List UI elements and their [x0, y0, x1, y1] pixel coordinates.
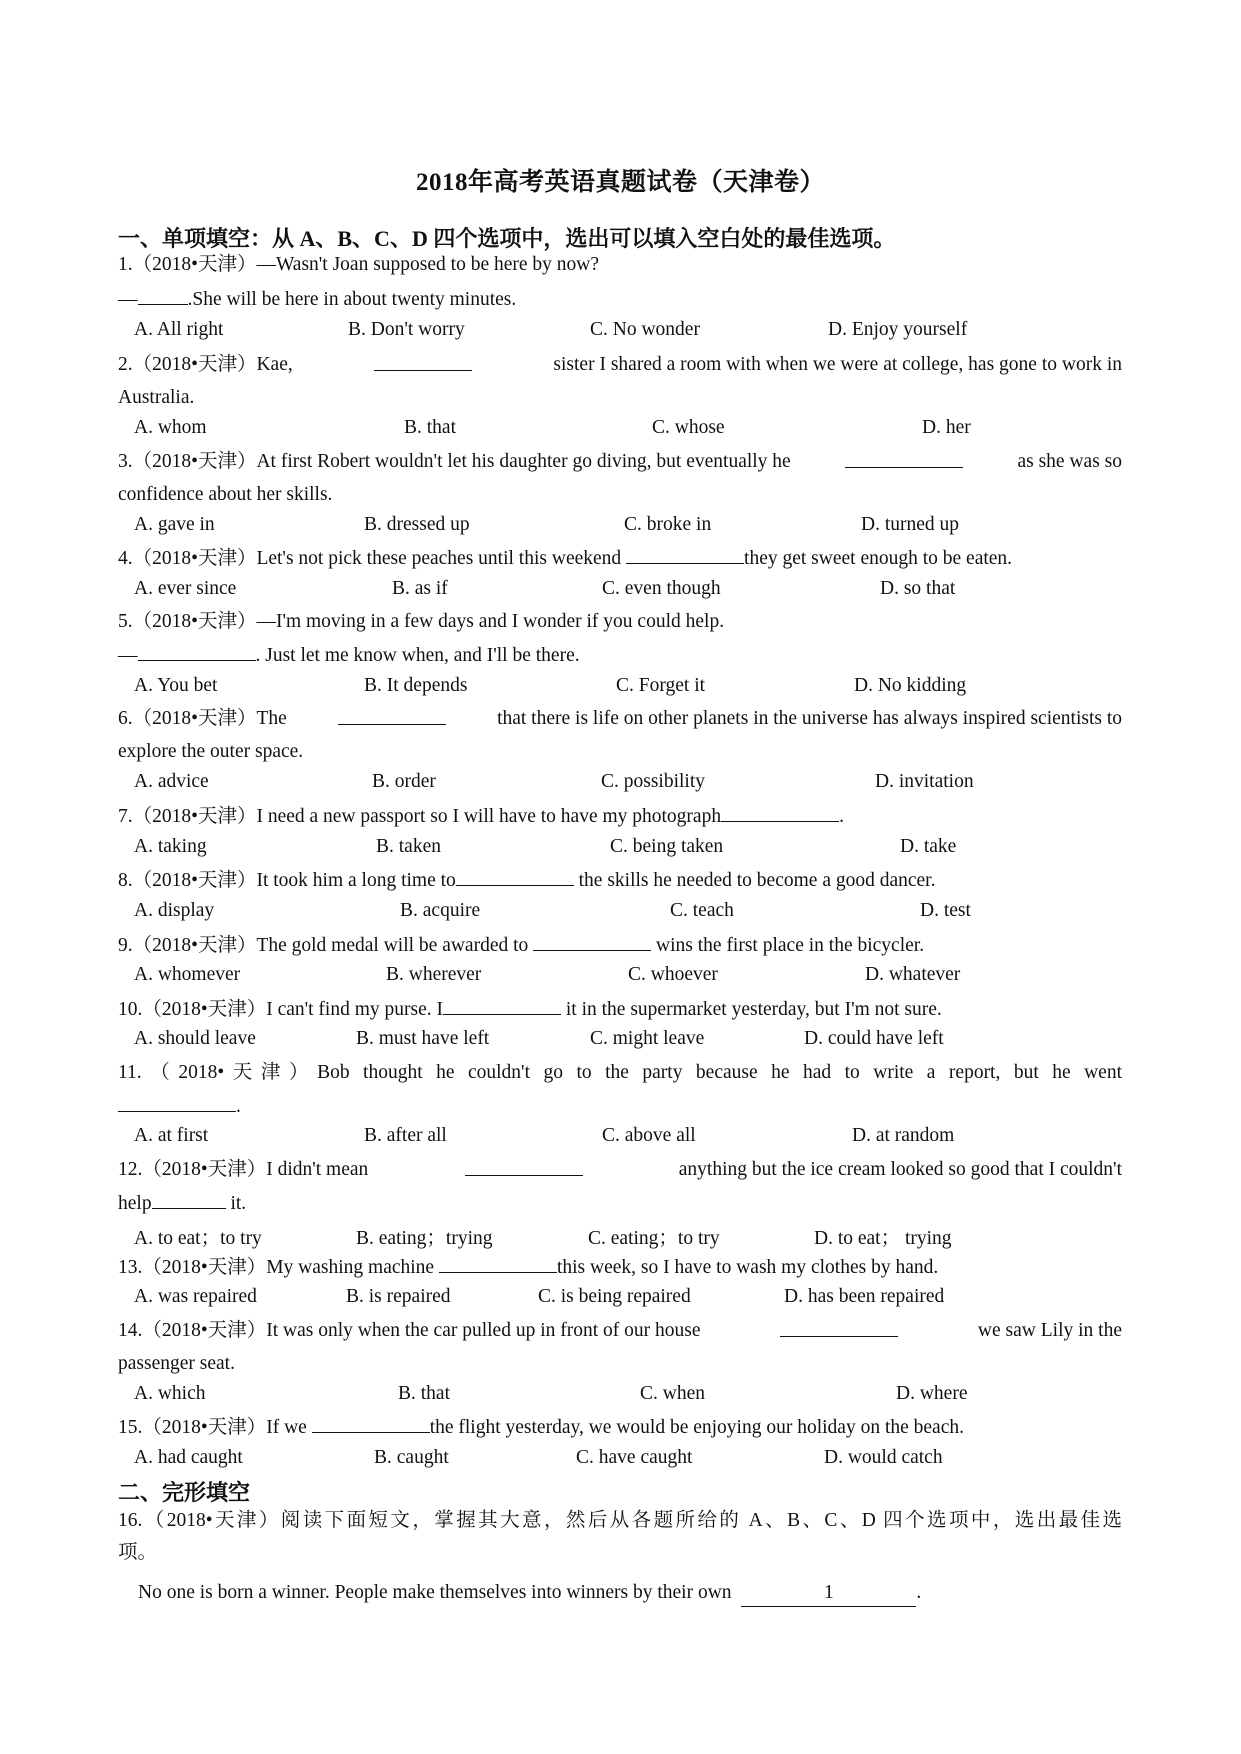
answer-blank — [312, 1414, 430, 1433]
option-b: B. after all — [364, 1125, 447, 1146]
question-11-options — [134, 1125, 1114, 1151]
option-c: C. teach — [670, 900, 734, 921]
question-7-line: 7.（2018•天津）I need a new passport so I will have to have my photograph . — [118, 803, 1122, 830]
question-6-line-2: explore the outer space. — [118, 741, 304, 762]
option-b: B. that — [398, 1383, 450, 1404]
option-d: D. where — [896, 1383, 968, 1404]
question-14-line-2: passenger seat. — [118, 1353, 235, 1374]
question-14-line: 14.（2018•天津）It was only when the car pulled up in front of our house we saw Lily in the — [118, 1320, 1122, 1341]
question-14-options — [134, 1383, 1114, 1409]
question-15-options — [134, 1447, 1114, 1473]
option-b: B. order — [372, 771, 436, 792]
option-c: C. is being repaired — [538, 1286, 691, 1307]
option-b: B. caught — [374, 1447, 449, 1468]
option-c: C. when — [640, 1383, 705, 1404]
option-c: C. have caught — [576, 1447, 693, 1468]
question-1-response: — .She will be here in about twenty minutes. — [118, 286, 1122, 313]
option-a: A. should leave — [134, 1028, 256, 1049]
question-2-line-2: Australia. — [118, 387, 195, 408]
question-6-options — [134, 771, 1114, 797]
question-8-options — [134, 900, 1114, 926]
option-d: D. so that — [880, 578, 956, 599]
question-5-line: 5.（2018•天津）—I'm moving in a few days and I wonder if you could help. — [118, 611, 725, 632]
option-c: C. whoever — [628, 964, 718, 985]
question-3-options — [134, 514, 1114, 540]
answer-blank — [118, 1093, 236, 1112]
option-a: A. advice — [134, 771, 209, 792]
answer-blank — [374, 352, 472, 371]
question-15-line: 15.（2018•天津）If we the flight yesterday, we would be enjoying our holiday on the beach. — [118, 1414, 1122, 1441]
question-8-line: 8.（2018•天津）It took him a long time to the skills he needed to become a good dancer. — [118, 867, 1122, 894]
answer-blank — [626, 545, 744, 564]
option-a: A. whom — [134, 417, 207, 438]
option-a: A. at first — [134, 1125, 209, 1146]
option-d: D. to eat； trying — [814, 1228, 952, 1249]
option-c: C. eating；to try — [588, 1228, 720, 1249]
option-b: B. Don't worry — [348, 319, 465, 340]
option-b: B. is repaired — [346, 1286, 451, 1307]
question-1-options — [134, 319, 1114, 345]
option-d: D. No kidding — [854, 675, 967, 696]
option-d: D. at random — [852, 1125, 955, 1146]
option-d: D. would catch — [824, 1447, 943, 1468]
option-c: C. even though — [602, 578, 721, 599]
question-9-line: 9.（2018•天津）The gold medal will be awarded to wins the first place in the bicycler. — [118, 932, 1122, 959]
answer-blank — [845, 449, 963, 468]
option-b: B. It depends — [364, 675, 468, 696]
option-b: B. that — [404, 417, 456, 438]
answer-blank — [152, 1190, 226, 1209]
answer-blank — [465, 1157, 583, 1176]
question-13-options — [134, 1286, 1114, 1312]
question-7-options — [134, 836, 1114, 862]
option-b: B. must have left — [356, 1028, 490, 1049]
answer-blank — [439, 1254, 557, 1273]
question-6-line: 6.（2018•天津）The that there is life on other planets in the universe has always inspired scientists to — [118, 708, 1122, 729]
question-2-line: 2.（2018•天津）Kae, sister I shared a room with when we were at college, has gone to work in — [118, 354, 1122, 375]
question-11-line: 11.（2018•天津）Bob thought he couldn't go to the party because he had to write a report, but he went — [118, 1062, 1122, 1083]
option-c: C. might leave — [590, 1028, 705, 1049]
option-c: C. whose — [652, 417, 725, 438]
answer-blank — [456, 867, 574, 886]
question-9-options — [134, 964, 1114, 990]
answer-blank — [138, 286, 188, 305]
option-b: B. wherever — [386, 964, 482, 985]
question-12-line-2: help it. — [118, 1190, 1122, 1217]
option-d: D. turned up — [861, 514, 960, 535]
option-a: A. display — [134, 900, 215, 921]
question-13-line: 13.（2018•天津）My washing machine this week, so I have to wash my clothes by hand. — [118, 1254, 1122, 1281]
option-d: D. take — [900, 836, 957, 857]
option-b: B. as if — [392, 578, 448, 599]
answer-blank — [780, 1318, 898, 1337]
question-12-line: 12.（2018•天津）I didn't mean anything but the ice cream looked so good that I couldn't — [118, 1159, 1122, 1180]
option-c: C. above all — [602, 1125, 696, 1146]
section-heading-single-choice: 一、单项填空：从 A、B、C、D 四个选项中，选出可以填入空白处的最佳选项。 — [118, 226, 896, 251]
option-b: B. dressed up — [364, 514, 470, 535]
option-a: A. gave in — [134, 514, 215, 535]
option-a: A. ever since — [134, 578, 237, 599]
option-b: B. acquire — [400, 900, 481, 921]
option-b: B. taken — [376, 836, 441, 857]
question-2-options — [134, 417, 1114, 443]
cloze-blank-1: 1 — [741, 1580, 916, 1607]
question-5-response: — . Just let me know when, and I'll be there. — [118, 642, 1122, 669]
option-c: C. No wonder — [590, 319, 700, 340]
option-c: C. possibility — [601, 771, 706, 792]
option-d: D. whatever — [865, 964, 961, 985]
question-3-line-2: confidence about her skills. — [118, 484, 333, 505]
option-d: D. could have left — [804, 1028, 944, 1049]
answer-blank — [338, 706, 446, 725]
option-a: A. All right — [134, 319, 224, 340]
answer-blank — [138, 642, 256, 661]
option-c: C. being taken — [610, 836, 724, 857]
question-10-options — [134, 1028, 1114, 1054]
question-4-options — [134, 578, 1114, 604]
answer-blank — [533, 932, 651, 951]
question-1-line: 1.（2018•天津）—Wasn't Joan supposed to be here by now? — [118, 254, 600, 275]
page-title: 2018年高考英语真题试卷（天津卷） — [415, 169, 825, 196]
option-d: D. her — [922, 417, 971, 438]
question-4-line: 4.（2018•天津）Let's not pick these peaches until this weekend they get sweet enough to be eaten. — [118, 545, 1122, 572]
question-10-line: 10.（2018•天津）I can't find my purse. I it in the supermarket yesterday, but I'm not sure. — [118, 996, 1122, 1023]
question-16-line-2: 项。 — [118, 1542, 158, 1563]
option-a: A. You bet — [134, 675, 218, 696]
option-a: A. had caught — [134, 1447, 243, 1468]
option-d: D. Enjoy yourself — [828, 319, 968, 340]
option-c: C. Forget it — [616, 675, 706, 696]
answer-blank — [721, 803, 839, 822]
option-c: C. broke in — [624, 514, 712, 535]
option-a: A. taking — [134, 836, 207, 857]
option-d: D. invitation — [875, 771, 974, 792]
question-16-line: 16.（2018•天津）阅读下面短文，掌握其大意，然后从各题所给的 A、B、C、D 四个选项中，选出最佳选 — [118, 1510, 1122, 1531]
question-5-options — [134, 675, 1114, 701]
section-heading-cloze: 二、完形填空 — [118, 1480, 251, 1505]
question-12-options — [134, 1222, 1114, 1248]
option-a: A. which — [134, 1383, 206, 1404]
answer-blank — [443, 996, 561, 1015]
option-d: D. test — [920, 900, 971, 921]
option-a: A. was repaired — [134, 1286, 257, 1307]
option-a: A. whomever — [134, 964, 241, 985]
option-b: B. eating；trying — [356, 1228, 493, 1249]
cloze-passage-line: No one is born a winner. People make themselves into winners by their own 1 . — [138, 1580, 1142, 1607]
question-11-line-2: . — [118, 1093, 1122, 1120]
option-a: A. to eat；to try — [134, 1228, 262, 1249]
option-d: D. has been repaired — [784, 1286, 945, 1307]
question-3-line: 3.（2018•天津）At first Robert wouldn't let his daughter go diving, but eventually he as she was so — [118, 451, 1122, 472]
